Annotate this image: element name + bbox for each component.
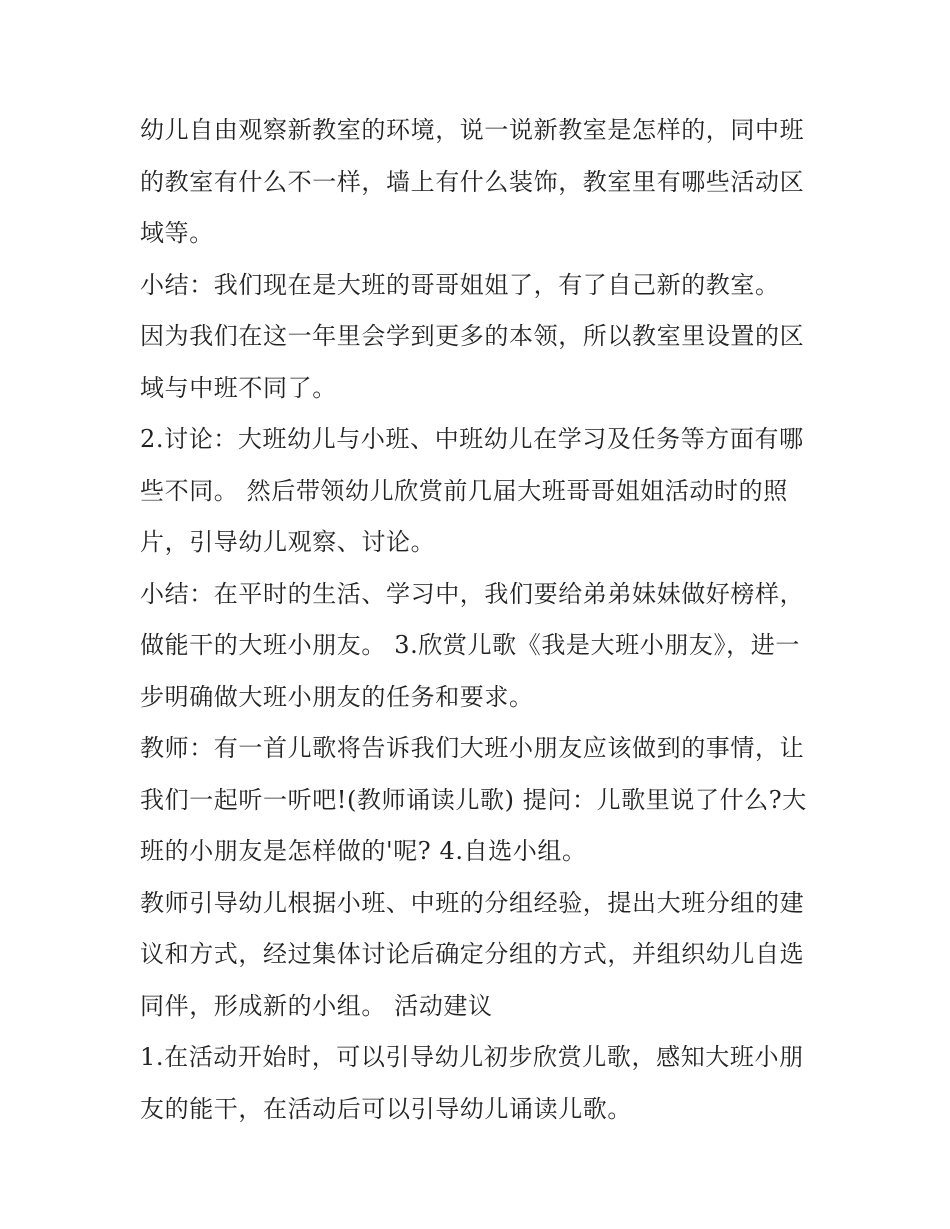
paragraph-summary-1: 小结：我们现在是大班的哥哥姐姐了，有了自己新的教室。 — [140, 270, 780, 299]
paragraph-observe-classroom: 幼儿自由观察新教室的环境，说一说新教室是怎样的，同中班的教室有什么不一样，墙上有什么装饰，教室里有哪些活动区域等。 — [140, 116, 805, 247]
paragraph-suggestion-1: 1.在活动开始时，可以引导幼儿初步欣赏儿歌，感知大班小朋友的能干，在活动后可以引导幼儿诵读儿歌。 — [140, 1043, 804, 1123]
document-body — [140, 105, 820, 1135]
paragraph-grouping: 教师引导幼儿根据小班、中班的分组经验，提出大班分组的建议和方式，经过集体讨论后确定分组的方式，并组织幼儿自选同伴，形成新的小组。 活动建议 — [140, 888, 805, 1020]
paragraph-discussion: 2.讨论：大班幼儿与小班、中班幼儿在学习及任务等方面有哪些不同。 然后带领幼儿欣赏前几届大班哥哥姐姐活动时的照片，引导幼儿观察、讨论。 — [140, 425, 804, 556]
paragraph-reason: 因为我们在这一年里会学到更多的本领，所以教室里设置的区域与中班不同了。 — [140, 322, 805, 402]
paragraph-teacher-song: 教师：有一首儿歌将告诉我们大班小朋友应该做到的事情，让我们一起听一听吧!(教师诵读儿歌) 提问：儿歌里说了什么?大班的小朋友是怎样做的'呢? 4.自选小组。 — [140, 734, 807, 865]
paragraph-summary-2: 小结：在平时的生活、学习中，我们要给弟弟妹妹做好榜样，做能干的大班小朋友。 3.欣赏儿歌《我是大班小朋友》，进一步明确做大班小朋友的任务和要求。 — [140, 579, 805, 711]
